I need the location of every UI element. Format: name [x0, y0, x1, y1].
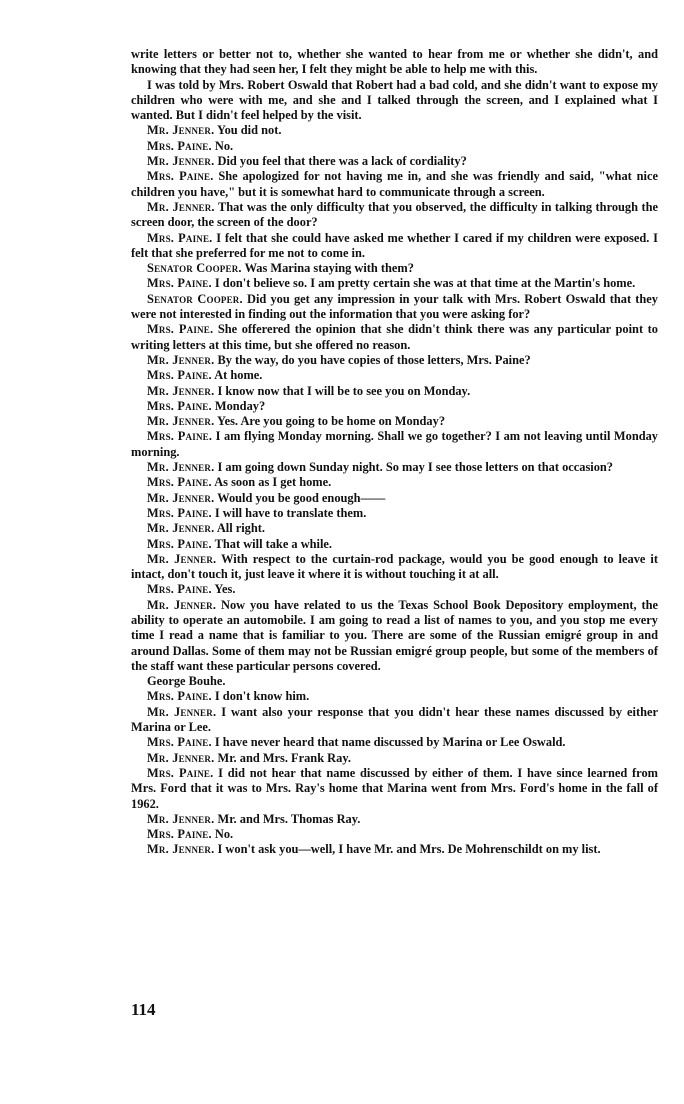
transcript-paragraph	[131, 200, 658, 231]
speaker-label: Mrs. Paine.	[147, 582, 212, 597]
speaker-label: Mrs. Paine.	[147, 765, 214, 780]
paragraph-text: You did not.	[217, 123, 282, 138]
transcript-paragraph	[131, 491, 658, 506]
transcript-paragraph	[131, 322, 658, 353]
paragraph-text: Mr. and Mrs. Thomas Ray.	[217, 811, 361, 826]
transcript-paragraph	[131, 429, 658, 460]
paragraph-text: Yes.	[214, 582, 236, 597]
transcript-paragraph	[131, 414, 658, 429]
speaker-label: Mrs. Paine.	[147, 169, 214, 184]
speaker-label: Mrs. Paine.	[147, 138, 212, 153]
speaker-label: Mr. Jenner.	[147, 842, 215, 857]
speaker-label: Mr. Jenner.	[147, 490, 215, 505]
speaker-label: Mr. Jenner.	[147, 154, 215, 169]
paragraph-text: I felt that she could have asked me whether I cared if my children were exposed. I felt that she preferred for me not to come in.	[131, 230, 658, 260]
paragraph-text: I will have to translate them.	[214, 505, 367, 520]
transcript-paragraph	[131, 537, 658, 552]
speaker-label: Mr. Jenner.	[147, 352, 215, 367]
speaker-label: Mr. Jenner.	[147, 460, 215, 475]
paragraph-text: Now you have related to us the Texas School Book Depository employment, the ability to operate an automobile. I am going to read a list of names to you, and you stop me every time I read a name that is familiar to you. There are some of the Russian emigré group in and around Dallas. Some of them may not be Russian emigré group people, but some of the members of the staff want these particular persons covered.	[131, 597, 658, 673]
transcript-paragraph	[131, 705, 658, 736]
paragraph-text: I want also your response that you didn't hear these names discussed by either Marina or Lee.	[131, 704, 658, 735]
speaker-label: Mrs. Paine.	[147, 398, 212, 413]
paragraph-text: She apologized for not having me in, and she was friendly and said, "what nice children you have," but it is somewhat hard to communicate through a screen.	[131, 169, 658, 199]
paragraph-text: As soon as I get home.	[214, 475, 332, 490]
paragraph-text: Would you be good enough——	[217, 490, 386, 505]
paragraph-text: By the way, do you have copies of those letters, Mrs. Paine?	[217, 352, 531, 367]
transcript-paragraph	[131, 123, 658, 138]
speaker-label: Senator Cooper.	[147, 291, 243, 306]
paragraph-text: I am flying Monday morning. Shall we go together? I am not leaving until Monday morning.	[131, 429, 658, 459]
paragraph-text: Mr. and Mrs. Frank Ray.	[217, 750, 351, 765]
speaker-label: Mr. Jenner.	[147, 750, 215, 765]
page-number: 114	[131, 1000, 156, 1019]
speaker-label: Mrs. Paine.	[147, 322, 214, 337]
paragraph-text: I was told by Mrs. Robert Oswald that Robert had a bad cold, and she didn't want to expose my children who were with me, and she and I talked through the screen, and I explained what I wanted. But I didn't feel helped by the visit.	[131, 77, 658, 123]
speaker-label: Mrs. Paine.	[147, 536, 212, 551]
transcript-paragraph	[131, 353, 658, 368]
transcript-paragraph	[131, 154, 658, 169]
speaker-label: Mrs. Paine.	[147, 735, 212, 750]
paragraph-text: No.	[214, 138, 234, 153]
paragraph-text: With respect to the curtain-rod package, would you be good enough to leave it intact, don't touch it, just leave it where it is without touching it at all.	[131, 551, 658, 582]
speaker-label: Mrs. Paine.	[147, 505, 212, 520]
paragraph-text: I won't ask you—well, I have Mr. and Mrs. De Mohrenschildt on my list.	[217, 842, 601, 857]
paragraph-text: Yes. Are you going to be home on Monday?	[217, 414, 446, 429]
transcript-paragraph	[131, 47, 658, 78]
paragraph-text: George Bouhe.	[147, 674, 226, 689]
transcript-paragraph	[131, 842, 658, 857]
paragraph-text: write letters or better not to, whether she wanted to hear from me or whether she didn't, and knowing that they had seen her, I felt they might be able to help me with this.	[131, 47, 658, 77]
paragraph-text: Monday?	[214, 398, 266, 413]
transcript-page	[131, 47, 658, 858]
paragraph-text: I have never heard that name discussed by Marina or Lee Oswald.	[214, 735, 566, 750]
speaker-label: Mrs. Paine.	[147, 368, 212, 383]
paragraph-text: I did not hear that name discussed by either of them. I have since learned from Mrs. Ford that it was to Mrs. Ray's home that Marina went from Mrs. Ford's home in the fall of 1962.	[131, 765, 658, 811]
transcript-paragraph	[131, 674, 658, 689]
transcript-paragraph	[131, 735, 658, 750]
paragraph-text: At home.	[214, 368, 263, 383]
speaker-label: Mrs. Paine.	[147, 689, 212, 704]
speaker-label: Mr. Jenner.	[147, 551, 217, 566]
paragraph-text: I don't believe so. I am pretty certain she was at that time at the Martin's home.	[214, 276, 636, 291]
transcript-paragraph	[131, 521, 658, 536]
speaker-label: Senator Cooper.	[147, 261, 242, 276]
transcript-paragraph	[131, 276, 658, 291]
paragraph-text: That will take a while.	[214, 536, 333, 551]
paragraph-text: All right.	[216, 521, 265, 536]
paragraph-text: That was the only difficulty that you observed, the difficulty in talking through the screen door, the screen of the door?	[131, 199, 658, 230]
transcript-paragraph	[131, 139, 658, 154]
transcript-paragraph	[131, 552, 658, 583]
paragraph-text: I don't know him.	[214, 689, 310, 704]
speaker-label: Mr. Jenner.	[147, 414, 215, 429]
speaker-label: Mr. Jenner.	[147, 811, 215, 826]
speaker-label: Mr. Jenner.	[147, 521, 215, 536]
speaker-label: Mr. Jenner.	[147, 123, 215, 138]
speaker-label: Mrs. Paine.	[147, 429, 213, 444]
paragraph-text: Did you get any impression in your talk with Mrs. Robert Oswald that they were not interested in finding out the information that you were asking for?	[131, 291, 658, 322]
speaker-label: Mrs. Paine.	[147, 475, 212, 490]
paragraph-text: I am going down Sunday night. So may I see those letters on that occasion?	[217, 460, 614, 475]
transcript-paragraph	[131, 368, 658, 383]
speaker-label: Mr. Jenner.	[147, 597, 217, 612]
transcript-paragraph	[131, 231, 658, 262]
transcript-paragraph	[131, 812, 658, 827]
paragraph-text: Was Marina staying with them?	[244, 261, 414, 276]
transcript-paragraph	[131, 384, 658, 399]
transcript-paragraph	[131, 598, 658, 674]
paragraph-text: No.	[214, 827, 234, 842]
paragraph-text: She offerered the opinion that she didn't think there was any particular point to writing letters at this time, but she offered no reason.	[131, 322, 658, 352]
transcript-paragraph	[131, 169, 658, 200]
speaker-label: Mrs. Paine.	[147, 230, 213, 245]
paragraph-text: Did you feel that there was a lack of cordiality?	[217, 154, 467, 169]
transcript-paragraph	[131, 751, 658, 766]
transcript-paragraph	[131, 292, 658, 323]
transcript-paragraph	[131, 582, 658, 597]
speaker-label: Mr. Jenner.	[147, 383, 215, 398]
transcript-paragraph	[131, 78, 658, 124]
paragraph-text: I know now that I will be to see you on Monday.	[217, 383, 471, 398]
transcript-paragraph	[131, 689, 658, 704]
transcript-paragraph	[131, 399, 658, 414]
transcript-paragraph	[131, 475, 658, 490]
speaker-label: Mrs. Paine.	[147, 827, 212, 842]
speaker-label: Mr. Jenner.	[147, 199, 215, 214]
transcript-paragraph	[131, 827, 658, 842]
transcript-paragraph	[131, 766, 658, 812]
transcript-paragraph	[131, 261, 658, 276]
speaker-label: Mr. Jenner.	[147, 704, 217, 719]
transcript-paragraph	[131, 506, 658, 521]
speaker-label: Mrs. Paine.	[147, 276, 212, 291]
transcript-paragraph	[131, 460, 658, 475]
